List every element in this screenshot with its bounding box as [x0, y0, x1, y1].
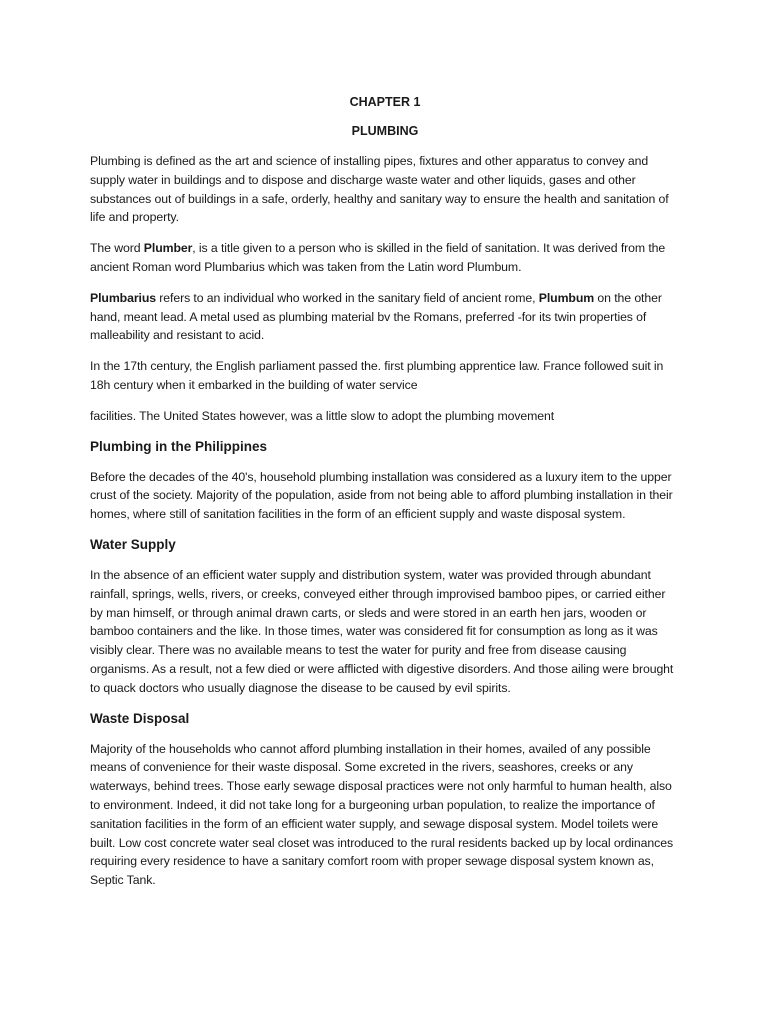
plumbum-term: Plumbum: [538, 290, 595, 305]
chapter-title: PLUMBING: [351, 124, 419, 138]
plumber-rest: , is a title given to a person who is skilled in the field of sanitation. It was derived from the ancient Roman word Plumbarius which was taken from the Latin word Plumbum.: [90, 241, 666, 274]
waste-disposal-paragraph: Majority of the households who cannot afford plumbing installation in their homes, availed of any possible means of convenience for their waste disposal. Some excreted in the rivers, seashores, creeks or any waterways, behind trees. Those early sewage disposal practices were not only harmful to human health, also to environment. Indeed, it did not take long for a burgeoning urban population, to realize the importance of sanitation facilities in the form of an efficient water supply, and sewage disposal system. Model toilets were built. Low cost concrete water seal closet was introduced to the rural residents backed up by local ordinances requiring every residence to have a sanitary comfort room with proper sewage disposal system known as, Septic Tank.: [90, 741, 673, 888]
plumbarius-paragraph: [90, 289, 680, 345]
philippines-heading: Plumbing in the Philippines: [90, 438, 268, 454]
plumbarius-rest: on the other hand, meant lead. A metal used as plumbing material bv the Romans, preferred -for its twin properties of malleability and resistant to acid.: [90, 290, 662, 343]
plumbarius-term: Plumbarius: [90, 290, 156, 305]
definition-paragraph: Plumbing is defined as the art and science of installing pipes, fixtures and other apparatus to convey and supply water in buildings and to dispose and discharge waste water and other liquids, gases and other substances out of buildings in a safe, orderly, healthy and sanitary way to ensure the health and sanitation of life and property.: [90, 154, 669, 225]
water-supply-paragraph: In the absence of an efficient water supply and distribution system, water was provided through abundant rainfall, springs, wells, rivers, or creeks, conveyed either through improvised bamboo pipes, or carried either by man himself, or through animal drawn carts, or sleds and were stored in an earth hen jars, wooden or bamboo containers and the like. In those times, water was considered fit for consumption as long as it was visibly clear. There was no available means to test the water for purity and free from disease causing organisms. As a result, not a few died or were afflicted with digestive disorders. And those ailing were brought to quack doctors who usually diagnose the disease to be caused by evil spirits.: [90, 567, 674, 695]
plumber-term: Plumber: [143, 241, 193, 256]
plumber-paragraph: [90, 239, 680, 277]
plumber-prefix: The word: [90, 241, 144, 256]
waste-disposal-heading: Waste Disposal: [90, 710, 190, 726]
history-paragraph: In the 17th century, the English parliament passed the. first plumbing apprentice law. France followed suit in 18h century when it embarked in the building of water service: [90, 359, 664, 392]
philippines-paragraph: Before the decades of the 40's, household plumbing installation was considered as a luxury item to the upper crust of the society. Majority of the population, aside from not being able to afford plumbing installation in their homes, where still of sanitation facilities in the form of an efficient supply and waste disposal system.: [90, 469, 673, 522]
water-supply-heading: Water Supply: [90, 536, 176, 552]
plumbarius-mid: refers to an individual who worked in the sanitary field of ancient rome,: [155, 290, 539, 305]
chapter-label: CHAPTER 1: [349, 95, 421, 109]
document-body: [90, 93, 680, 902]
history-continuation: facilities. The United States however, was a little slow to adopt the plumbing movement: [90, 408, 555, 423]
